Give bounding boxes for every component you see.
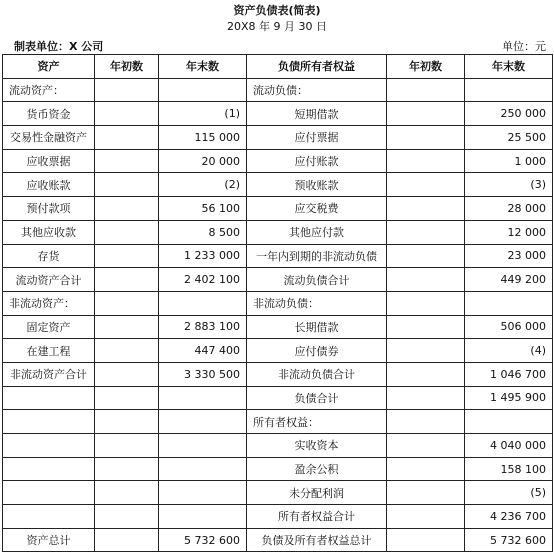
liability-equity-item: 应付账款 [247,149,387,173]
liability-end-value: 1 046 700 [465,362,553,386]
liability-end-value: 4 040 000 [465,434,553,458]
liability-begin-value [387,268,465,292]
liability-begin-value [387,528,465,552]
liability-end-value [465,291,553,315]
table-row [3,220,553,244]
table-row [3,244,553,268]
liability-equity-item: 长期借款 [247,315,387,339]
asset-item: 固定资产 [3,315,95,339]
liability-equity-item: 应付债券 [247,339,387,363]
liability-begin-value [387,291,465,315]
liability-end-value [465,78,553,102]
asset-begin-value [95,126,159,150]
asset-end-value: 447 400 [159,339,247,363]
asset-item: 非流动资产合计 [3,362,95,386]
asset-end-value: 3 330 500 [159,362,247,386]
asset-end-value [159,505,247,529]
asset-item: 其他应收款 [3,220,95,244]
asset-begin-value [95,457,159,481]
table-row [3,362,553,386]
document-title: 资产负债表(简表) [233,4,321,17]
col-header-begin: 年初数 [95,55,159,79]
asset-item [3,505,95,529]
liability-equity-item: 未分配利润 [247,481,387,505]
liability-begin-value [387,315,465,339]
asset-begin-value [95,528,159,552]
asset-item [3,410,95,434]
liability-end-value: 158 100 [465,457,553,481]
asset-item: 交易性金融资产 [3,126,95,150]
asset-end-value: 2 402 100 [159,268,247,292]
liability-end-value: 5 732 600 [465,528,553,552]
table-row [3,410,553,434]
liability-begin-value [387,434,465,458]
asset-item: 资产总计 [3,528,95,552]
asset-begin-value [95,197,159,221]
asset-end-value: 2 883 100 [159,315,247,339]
col-header-liabilities-equity: 负债所有者权益 [247,55,387,79]
asset-end-value: 20 000 [159,149,247,173]
table-row [3,481,553,505]
liability-equity-item: 负债合计 [247,386,387,410]
liability-begin-value [387,197,465,221]
liability-equity-item: 实收资本 [247,434,387,458]
liability-end-value: 506 000 [465,315,553,339]
asset-end-value: 1 233 000 [159,244,247,268]
asset-end-value [159,291,247,315]
asset-item [3,481,95,505]
asset-item: 应收票据 [3,149,95,173]
liability-end-value: 23 000 [465,244,553,268]
table-row [3,126,553,150]
col-header-assets: 资产 [3,55,95,79]
table-row [3,78,553,102]
liability-begin-value [387,126,465,150]
table-row [3,173,553,197]
liability-equity-item: 流动负债： [247,78,387,102]
asset-begin-value [95,173,159,197]
liability-end-value: (4) [465,339,553,363]
liability-equity-item: 非流动负债： [247,291,387,315]
liability-equity-item: 所有者权益： [247,410,387,434]
table-row [3,291,553,315]
liability-begin-value [387,410,465,434]
liability-begin-value [387,386,465,410]
liability-end-value: 4 236 700 [465,505,553,529]
table-row [3,197,553,221]
liability-end-value: 28 000 [465,197,553,221]
asset-begin-value [95,505,159,529]
liability-begin-value [387,339,465,363]
report-date: 20X8 年 9 月 30 日 [226,20,327,33]
liability-begin-value [387,362,465,386]
liability-end-value: 1 495 900 [465,386,553,410]
liability-end-value: (3) [465,173,553,197]
liability-end-value: 12 000 [465,220,553,244]
asset-item [3,386,95,410]
table-row [3,528,553,552]
asset-begin-value [95,220,159,244]
liability-equity-item: 所有者权益合计 [247,505,387,529]
asset-begin-value [95,339,159,363]
liability-end-value [465,410,553,434]
liability-equity-item: 短期借款 [247,102,387,126]
asset-item: 预付款项 [3,197,95,221]
prepared-by: 制表单位：X 公司 [14,40,104,53]
table-row [3,505,553,529]
liability-equity-item: 负债及所有者权益总计 [247,528,387,552]
table-header-row [3,55,553,79]
liability-equity-item: 非流动负债合计 [247,362,387,386]
asset-end-value [159,386,247,410]
liability-end-value: (5) [465,481,553,505]
balance-sheet-table [2,54,553,552]
asset-end-value [159,78,247,102]
liability-begin-value [387,78,465,102]
asset-item [3,457,95,481]
liability-equity-item: 应交税费 [247,197,387,221]
asset-begin-value [95,102,159,126]
col-header-end: 年末数 [159,55,247,79]
liability-end-value: 449 200 [465,268,553,292]
liability-begin-value [387,149,465,173]
asset-begin-value [95,434,159,458]
liability-begin-value [387,220,465,244]
liability-begin-value [387,457,465,481]
table-row [3,102,553,126]
asset-begin-value [95,149,159,173]
table-row [3,457,553,481]
liability-begin-value [387,244,465,268]
asset-begin-value [95,481,159,505]
asset-begin-value [95,268,159,292]
asset-end-value: 5 732 600 [159,528,247,552]
asset-item: 存货 [3,244,95,268]
asset-begin-value [95,410,159,434]
liability-begin-value [387,481,465,505]
asset-item: 应收账款 [3,173,95,197]
asset-begin-value [95,78,159,102]
asset-item: 流动资产： [3,78,95,102]
liability-begin-value [387,505,465,529]
liability-begin-value [387,173,465,197]
liability-equity-item: 一年内到期的非流动负债 [247,244,387,268]
asset-item: 非流动资产： [3,291,95,315]
asset-end-value [159,457,247,481]
asset-end-value [159,410,247,434]
liability-end-value: 250 000 [465,102,553,126]
asset-end-value [159,481,247,505]
asset-begin-value [95,315,159,339]
col-header-end: 年末数 [465,55,553,79]
asset-begin-value [95,362,159,386]
asset-end-value [159,434,247,458]
asset-item: 流动资产合计 [3,268,95,292]
asset-begin-value [95,244,159,268]
currency-unit: 单位：元 [502,40,546,53]
table-row [3,315,553,339]
asset-end-value: 8 500 [159,220,247,244]
liability-equity-item: 其他应付款 [247,220,387,244]
asset-begin-value [95,291,159,315]
asset-begin-value [95,386,159,410]
col-header-begin: 年初数 [387,55,465,79]
asset-item [3,434,95,458]
asset-item: 在建工程 [3,339,95,363]
table-row [3,149,553,173]
asset-item: 货币资金 [3,102,95,126]
asset-end-value: (2) [159,173,247,197]
liability-equity-item: 流动负债合计 [247,268,387,292]
liability-end-value: 25 500 [465,126,553,150]
table-row [3,339,553,363]
asset-end-value: (1) [159,102,247,126]
liability-equity-item: 盈余公积 [247,457,387,481]
asset-end-value: 115 000 [159,126,247,150]
asset-end-value: 56 100 [159,197,247,221]
table-row [3,386,553,410]
liability-begin-value [387,102,465,126]
liability-equity-item: 预收账款 [247,173,387,197]
liability-equity-item: 应付票据 [247,126,387,150]
table-row [3,268,553,292]
liability-end-value: 1 000 [465,149,553,173]
table-row [3,434,553,458]
